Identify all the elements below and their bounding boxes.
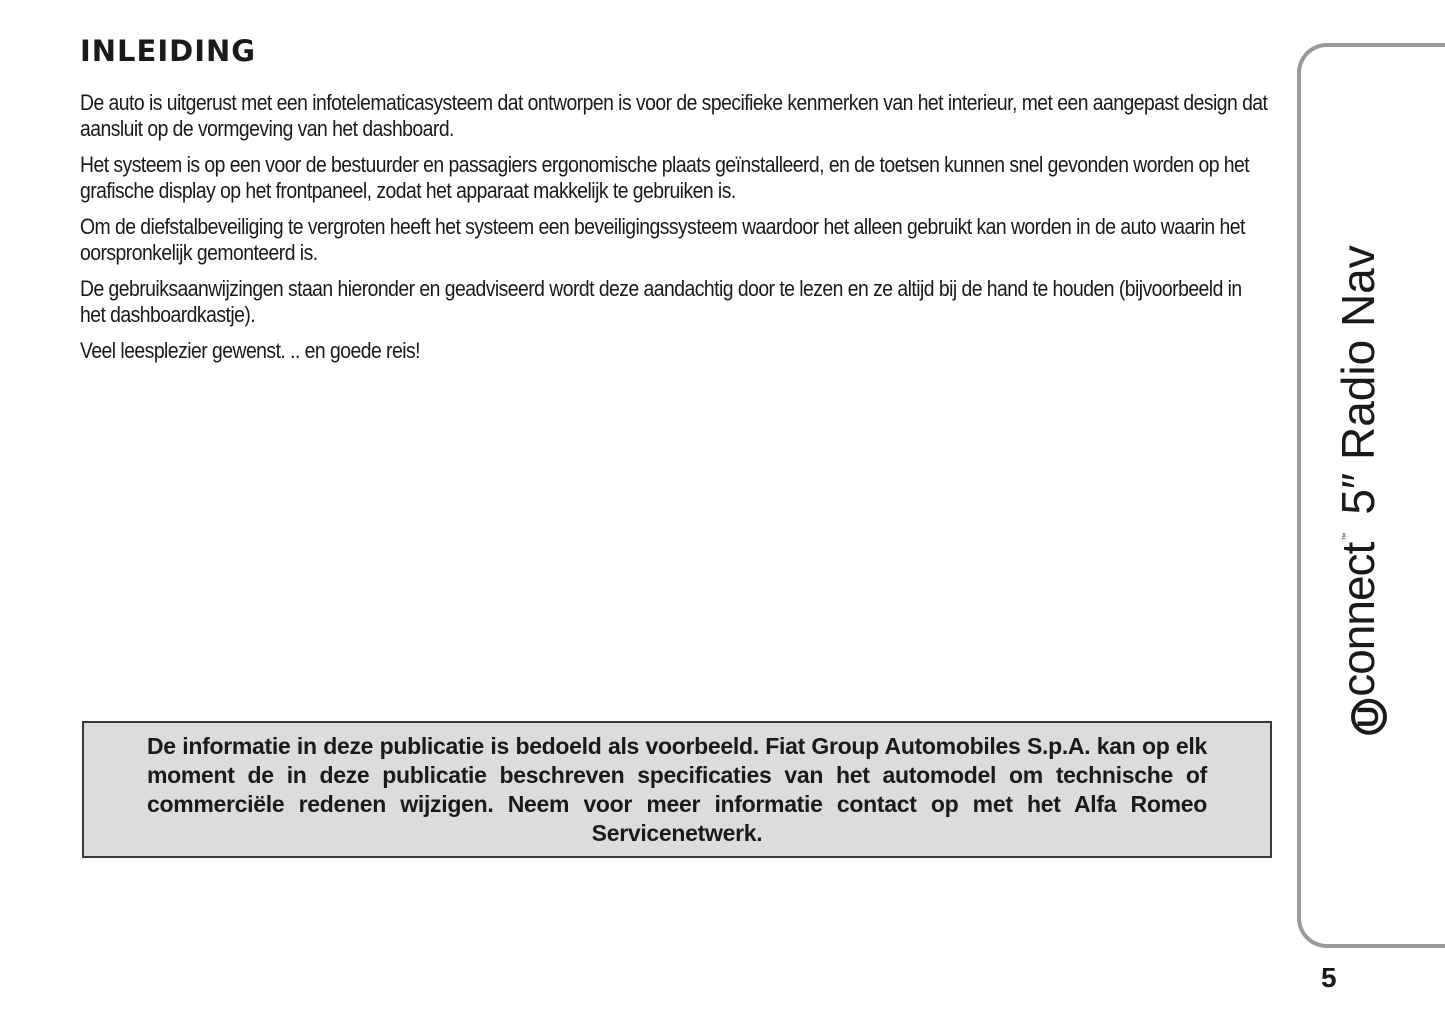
page-number: 5 [1321,962,1337,993]
logo-connect-text: connect [1332,542,1384,697]
paragraph-2: Het systeem is op een voor de bestuurder en passagiers ergonomische plaats geïnstalleerd, en de toetsen kunnen snel gevonden worden op het grafische display op het frontpaneel, zodat het apparaat makkelijk te gebruiken is. [80,152,1250,203]
paragraph-3: Om de diefstalbeveiliging te vergroten heeft het systeem een beveiligingssysteem waardoor het alleen gebruikt kan worden in de auto waarin het oorspronkelijk gemonteerd is. [80,214,1245,265]
body-text [80,90,1270,374]
notice-box [82,721,1272,858]
uconnect-logo [1331,533,1385,735]
paragraph-1: De auto is uitgerust met een infotelematicasysteem dat ontworpen is voor de specifieke kenmerken van het interieur, met een aangepast design dat aansluit op de vormgeving van het dashboard. [80,90,1268,141]
paragraph-5: Veel leesplezier gewenst. .. en goede reis! [80,338,420,363]
side-tab-label [1331,245,1385,735]
product-name: 5″ Radio Nav [1332,245,1384,515]
trademark-symbol: ™ [1341,532,1350,541]
page-title: INLEIDING [80,34,257,68]
paragraph-4: De gebruiksaanwijzingen staan hieronder en geadviseerd wordt deze aandachtig door te lezen en ze altijd bij de hand te houden (bijvoorbeeld in het dashboardkastje). [80,276,1242,327]
notice-text: De informatie in deze publicatie is bedoeld als voorbeeld. Fiat Group Automobiles S.p.A. kan op elk moment de in deze publicatie beschreven specificaties van het automodel om technische of commerciële redenen wijzigen. Neem voor meer informatie contact op met het Alfa Romeo Servicenetwerk. [147,732,1207,846]
logo-u-icon: U [1351,699,1387,735]
